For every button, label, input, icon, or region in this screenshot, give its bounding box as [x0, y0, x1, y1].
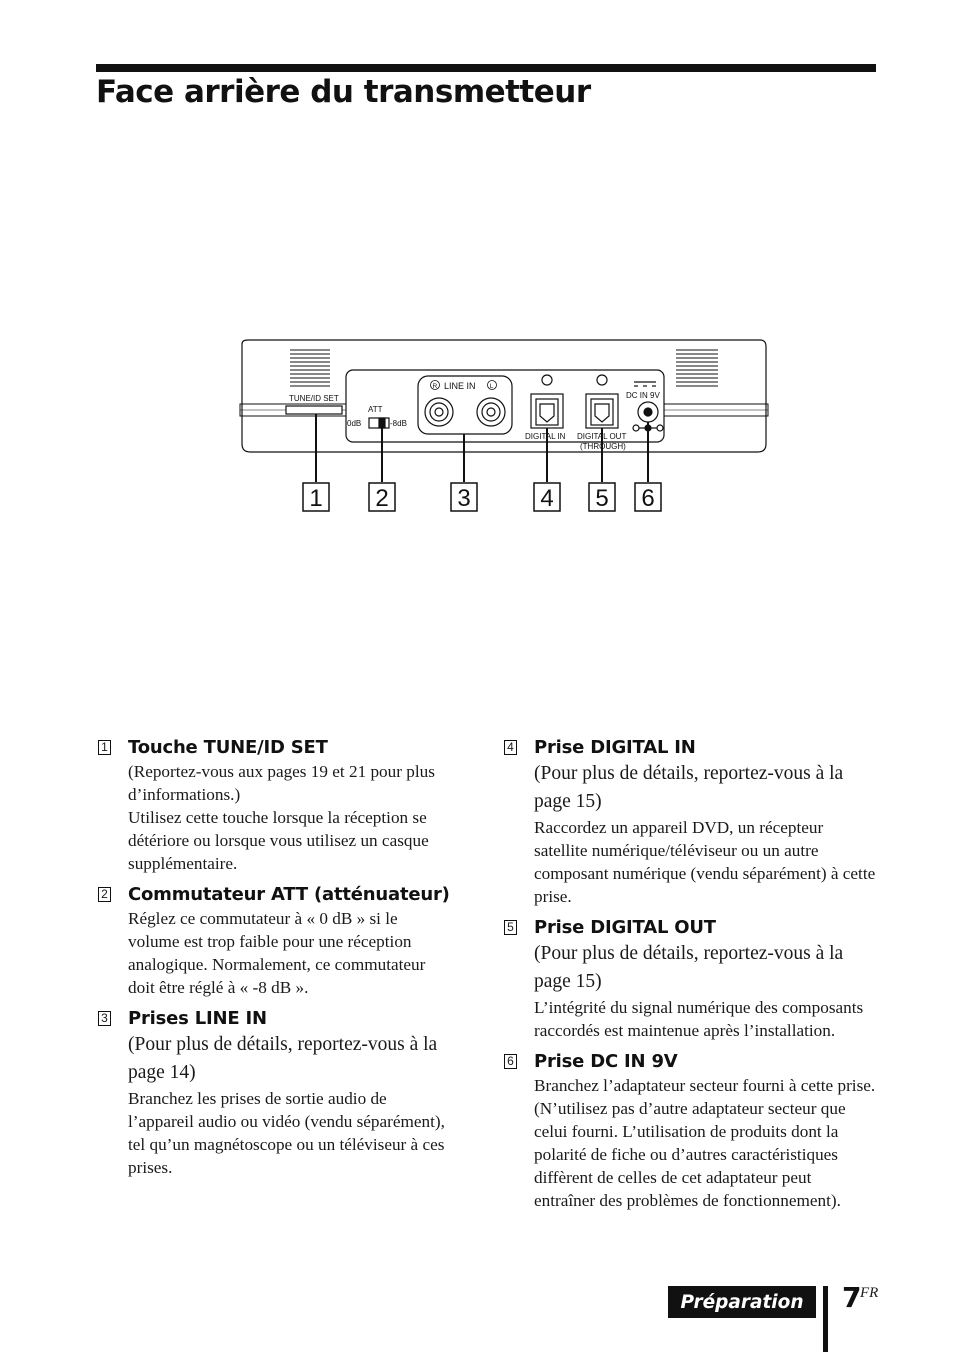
item-number: 5 [504, 920, 517, 935]
item-body: Raccordez un appareil DVD, un récepteur satellite numérique/téléviseur ou un autre composant numérique (vendu séparément) à cette prise. [534, 818, 876, 906]
item-title: Prise DIGITAL IN [534, 736, 696, 758]
items-column-right [504, 734, 876, 1218]
page-number: 7 [842, 1281, 862, 1314]
list-item [504, 1048, 876, 1212]
item-body: Branchez l’adaptateur secteur fourni à cette prise. (N’utilisez pas d’autre adaptateur secteur que celui fourni. L’utilisation de produits dont la polarité de fiche ou d’autres caractéristiques diffèrent de celles de cet adaptateur peut entraîner des problèmes de fonctionnement). [534, 1076, 876, 1210]
label-line-r: R [432, 383, 438, 390]
item-body: L’intégrité du signal numérique des composants raccordés est maintenue après l’installation. [534, 998, 864, 1040]
section-label: Préparation [668, 1286, 816, 1318]
callout-4: 4 [540, 485, 554, 512]
item-reference: (Pour plus de détails, reportez-vous à la page 15) [534, 763, 844, 812]
item-number: 6 [504, 1054, 517, 1069]
list-item [504, 734, 876, 908]
title-rule [96, 64, 876, 72]
callout-5: 5 [595, 485, 609, 512]
items-column-left [98, 734, 450, 1185]
list-item [98, 734, 450, 875]
item-reference: (Pour plus de détails, reportez-vous à la page 15) [534, 943, 844, 992]
label-att-8db: -8dB [390, 419, 407, 428]
label-line-l: L [489, 383, 494, 390]
label-digital-in: DIGITAL IN [525, 432, 566, 441]
callout-6: 6 [641, 485, 655, 512]
list-item [98, 881, 450, 999]
item-title: Prise DC IN 9V [534, 1050, 678, 1072]
list-item [98, 1005, 450, 1179]
item-title: Touche TUNE/ID SET [128, 736, 328, 758]
label-dc-in: DC IN 9V [626, 391, 660, 400]
page-language: FR [860, 1285, 879, 1301]
item-title: Prise DIGITAL OUT [534, 916, 716, 938]
item-number: 3 [98, 1011, 111, 1026]
footer-rule [823, 1286, 828, 1352]
item-number: 2 [98, 887, 111, 902]
label-digital-out-through: (THROUGH) [580, 442, 626, 451]
label-line-in: LINE IN [444, 381, 476, 391]
label-digital-out: DIGITAL OUT [577, 432, 627, 441]
rear-panel-diagram [236, 336, 772, 516]
item-number: 1 [98, 740, 111, 755]
item-body: Branchez les prises de sortie audio de l’appareil audio ou vidéo (vendu séparément), tel qu’un magnétoscope ou un téléviseur à ces prises. [128, 1089, 445, 1177]
item-body: Utilisez cette touche lorsque la réception se détériore ou lorsque vous utilisez un casque supplémentaire. [128, 808, 429, 873]
item-note: (Reportez-vous aux pages 19 et 21 pour plus d’informations.) [128, 762, 435, 804]
item-number: 4 [504, 740, 517, 755]
item-title: Commutateur ATT (atténuateur) [128, 883, 450, 905]
label-att: ATT [368, 405, 383, 414]
item-title: Prises LINE IN [128, 1007, 267, 1029]
callout-3: 3 [457, 485, 471, 512]
page-title: Face arrière du transmetteur [96, 74, 591, 110]
callout-1: 1 [309, 485, 323, 512]
item-reference: (Pour plus de détails, reportez-vous à la page 14) [128, 1034, 438, 1083]
label-att-0db: 0dB [347, 419, 362, 428]
callout-2: 2 [375, 485, 389, 512]
list-item [504, 914, 876, 1042]
label-tune-id-set: TUNE/ID SET [289, 394, 339, 403]
item-body: Réglez ce commutateur à « 0 dB » si le volume est trop faible pour une réception analogique. Normalement, ce commutateur doit être réglé à « -8 dB ». [128, 909, 426, 997]
